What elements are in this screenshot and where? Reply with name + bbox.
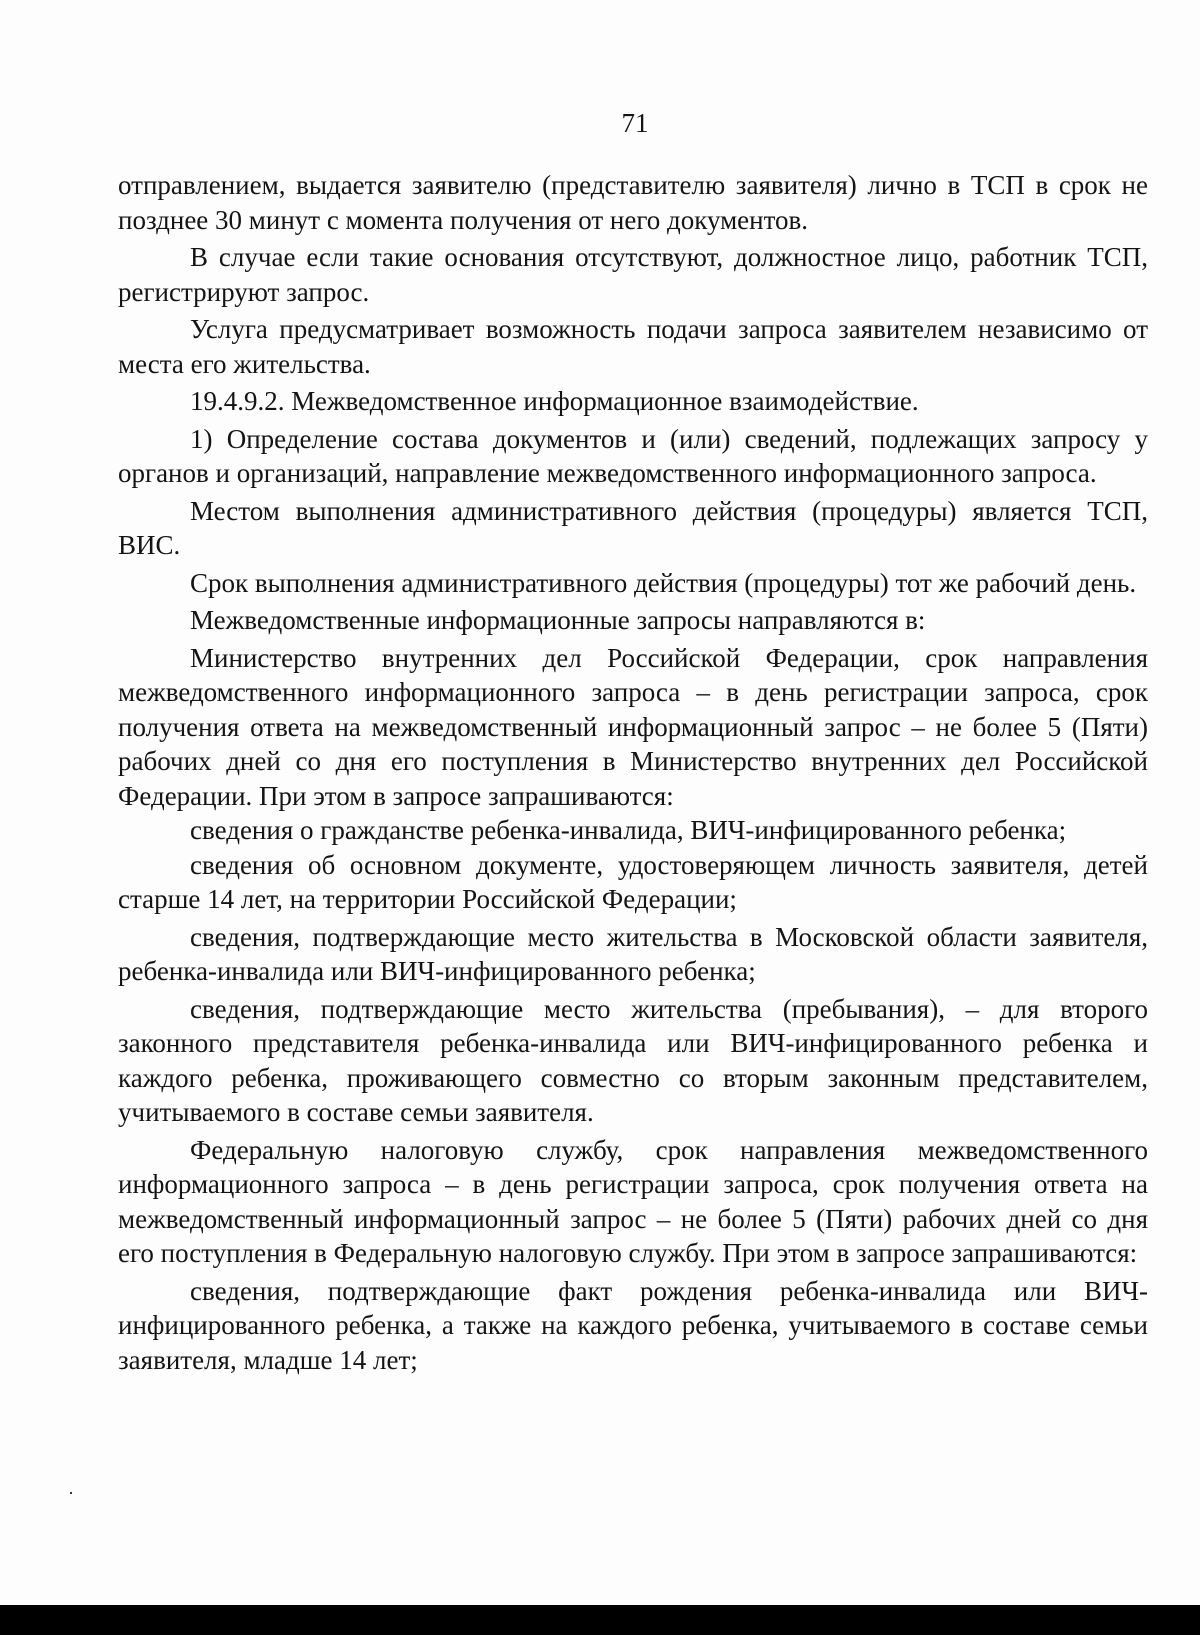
list-item-citizenship: сведения о гражданстве ребенка-инвалида, ВИЧ-инфицированного ребенка; xyxy=(190,815,1067,845)
section-heading-19-4-9-2: 19.4.9.2. Межведомственное информационное взаимодействие. xyxy=(190,386,919,416)
scan-bottom-edge xyxy=(0,1605,1200,1635)
scan-speck xyxy=(70,1492,72,1494)
list-item-residence-second-representative: сведения, подтверждающие место жительства (пребывания), – для второго законного представителя ребенка-инвалида или ВИЧ-инфицированного ребенка и каждого ребенка, проживающего совместно со вторым законным представителем, учитываемого в составе семьи заявителя. xyxy=(118,993,1148,1127)
paragraph-deadline: Срок выполнения административного действия (процедуры) тот же рабочий день. xyxy=(190,567,1137,598)
paragraph-mvd: Министерство внутренних дел Российской Федерации, срок направления межведомственного информационного запроса – в день регистрации запроса, срок получения ответа на межведомственный информационный запрос – не более 5 (Пяти) рабочих дней со дня его поступления в Министерство внутренних дел Российской Федерации. При этом в запросе запрашиваются: xyxy=(118,642,1148,811)
paragraph-service-place: Услуга предусматривает возможность подачи запроса заявителем независимо от места его жительства. xyxy=(118,314,1148,379)
paragraph-continuation: отправлением, выдается заявителю (представителю заявителя) лично в ТСП в срок не позднее 30 минут с момента получения от него документов. xyxy=(118,170,1148,235)
paragraph-place-of-action: Местом выполнения административного действия (процедуры) является ТСП, ВИС. xyxy=(118,495,1148,560)
paragraph-step-1: 1) Определение состава документов и (или) сведений, подлежащих запросу у органов и организаций, направление межведомственного информационного запроса. xyxy=(118,423,1148,488)
list-item-birth-fact: сведения, подтверждающие факт рождения ребенка-инвалида или ВИЧ-инфицированного ребенка, а также на каждого ребенка, учитываемого в составе семьи заявителя, младше 14 лет; xyxy=(118,1275,1148,1375)
list-item-identity-document: сведения об основном документе, удостоверяющем личность заявителя, детей старше 14 лет, на территории Российской Федерации; xyxy=(118,849,1148,914)
paragraph-requests-sent-to: Межведомственные информационные запросы направляются в: xyxy=(190,605,926,635)
paragraph-fns: Федеральную налоговую службу, срок направления межведомственного информационного запроса – в день регистрации запроса, срок получения ответа на межведомственный информационный запрос – не более 5 (Пяти) рабочих дней со дня его поступления в Федеральную налоговую службу. При этом в запросе запрашиваются: xyxy=(118,1134,1148,1268)
list-item-residence-moscow-region: сведения, подтверждающие место жительства в Московской области заявителя, ребенка-инвалида или ВИЧ-инфицированного ребенка; xyxy=(118,921,1148,986)
paragraph-registration: В случае если такие основания отсутствуют, должностное лицо, работник ТСП, регистрируют запрос. xyxy=(118,242,1148,307)
document-body xyxy=(118,168,1148,1377)
page-number: 71 xyxy=(621,108,649,138)
